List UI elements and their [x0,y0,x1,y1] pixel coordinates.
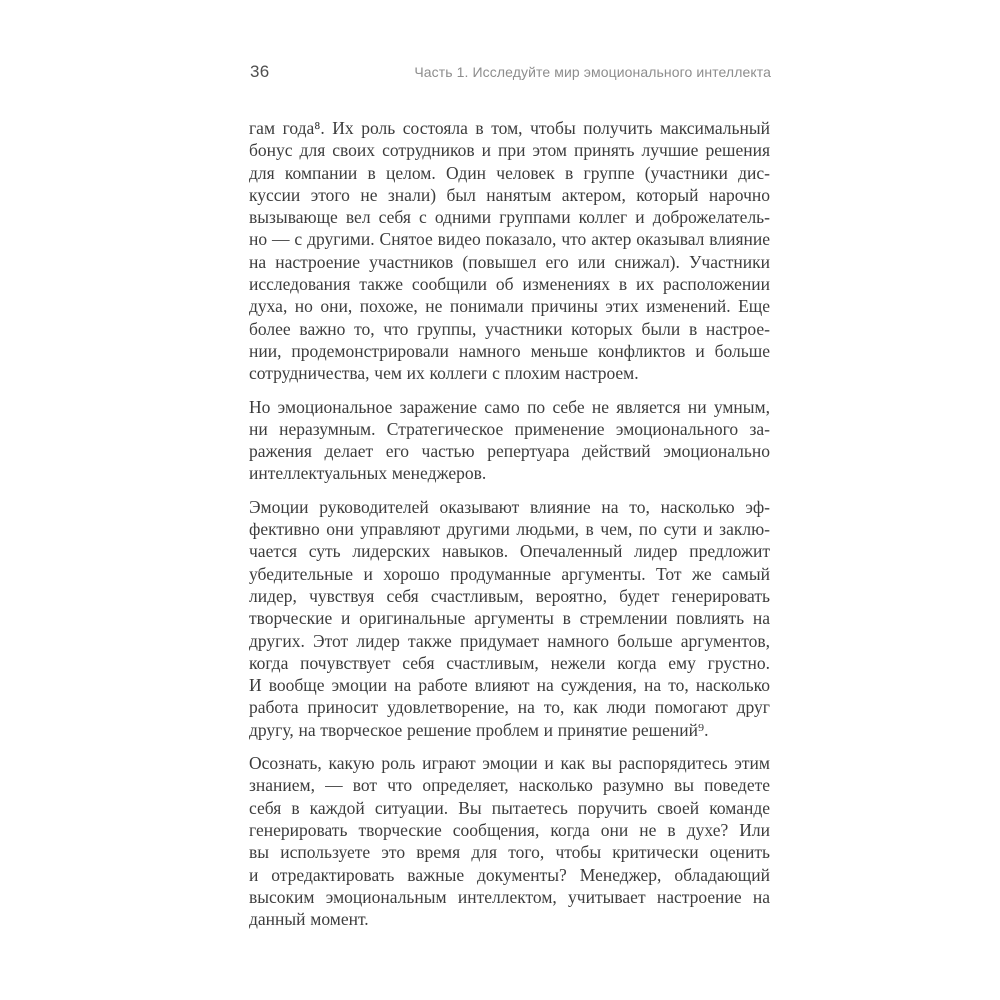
text-line: вы используете это время для того, чтобы критически оценить [249,842,770,863]
text-line: высоким эмоциональным интеллектом, учитывает настроение на [249,886,770,907]
text-line: исследования также сообщили об изменениях в их расположении [249,274,770,295]
text-line: убедительные и хорошо продуманные аргументы. Тот же самый [249,563,770,584]
text-line: ражения делает его частью репертуара действий эмоционально [249,441,770,462]
text-line: но — с другими. Снятое видео показало, что актер оказывал влияние [249,229,770,250]
page-number: 36 [250,62,270,81]
text-line: вызывающе вел себя с одними группами коллег и доброжелатель- [249,207,770,228]
text-line: интеллектуальных менеджеров. [249,463,487,484]
text-line: чается суть лидерских навыков. Опечаленный лидер предложит [249,541,770,562]
text-line: гам года⁸. Их роль состояла в том, чтобы получить максимальный [249,118,770,138]
page-header [250,62,771,82]
text-line: и отредактировать важные документы? Менеджер, обладающий [249,864,770,885]
content [249,117,770,941]
text-line: лидер, чувствуя себя счастливым, вероятно, будет генерировать [249,585,770,606]
text-line: себя в каждой ситуации. Вы пытаетесь поручить своей команде [249,797,770,818]
text-line: бонус для своих сотрудников и при этом принять лучшие решения [249,140,770,161]
text-line: генерировать творческие сообщения, когда они не в духе? Или [249,819,770,840]
text-line: Но эмоциональное заражение само по себе не является ни умным, [249,396,770,417]
text-line: работа приносит удовлетворение, на то, как люди помогают друг [249,697,770,718]
text-line: знанием, — вот что определяет, насколько разумно вы поведете [249,775,770,796]
text-line: на настроение участников (повышел его или снижал). Участники [249,251,770,272]
text-line: фективно они управляют другими людьми, в чем, по сути и заклю- [249,519,770,540]
paragraph [249,117,770,385]
text-line: сотрудничества, чем их коллеги с плохим настроем. [249,363,639,384]
text-line: другу, на творческое решение проблем и принятие решений⁹. [249,719,709,740]
text-line: куссии этого не знали) был нанятым актером, который нарочно [249,184,770,205]
running-header: Часть 1. Исследуйте мир эмоционального интеллекта [414,64,771,80]
text-line: творческие и оригинальные аргументы в стремлении повлиять на [249,608,770,629]
text-line: для компании в целом. Один человек в группе (участники дис- [249,162,770,183]
text-line: Эмоции руководителей оказывают влияние на то, насколько эф- [249,496,770,517]
paragraph [249,752,770,930]
text-line: когда почувствует себя счастливым, нежели когда ему грустно. [249,652,770,673]
text-line: более важно то, что группы, участники которых были в настрое- [249,318,770,339]
text-line: ни неразумным. Стратегическое применение эмоционального за- [249,418,770,439]
paragraph [249,396,770,485]
text-line: других. Этот лидер также придумает намного больше аргументов, [249,630,770,651]
text-line: духа, но они, похоже, не понимали причины этих изменений. Еще [249,296,770,317]
text-line: данный момент. [249,909,369,930]
paragraph [249,496,770,741]
text-line: И вообще эмоции на работе влияют на суждения, на то, насколько [249,675,770,696]
text-line: нии, продемонстрировали намного меньше конфликтов и больше [249,340,770,361]
text-line: Осознать, какую роль играют эмоции и как вы распорядитесь этим [249,753,770,774]
